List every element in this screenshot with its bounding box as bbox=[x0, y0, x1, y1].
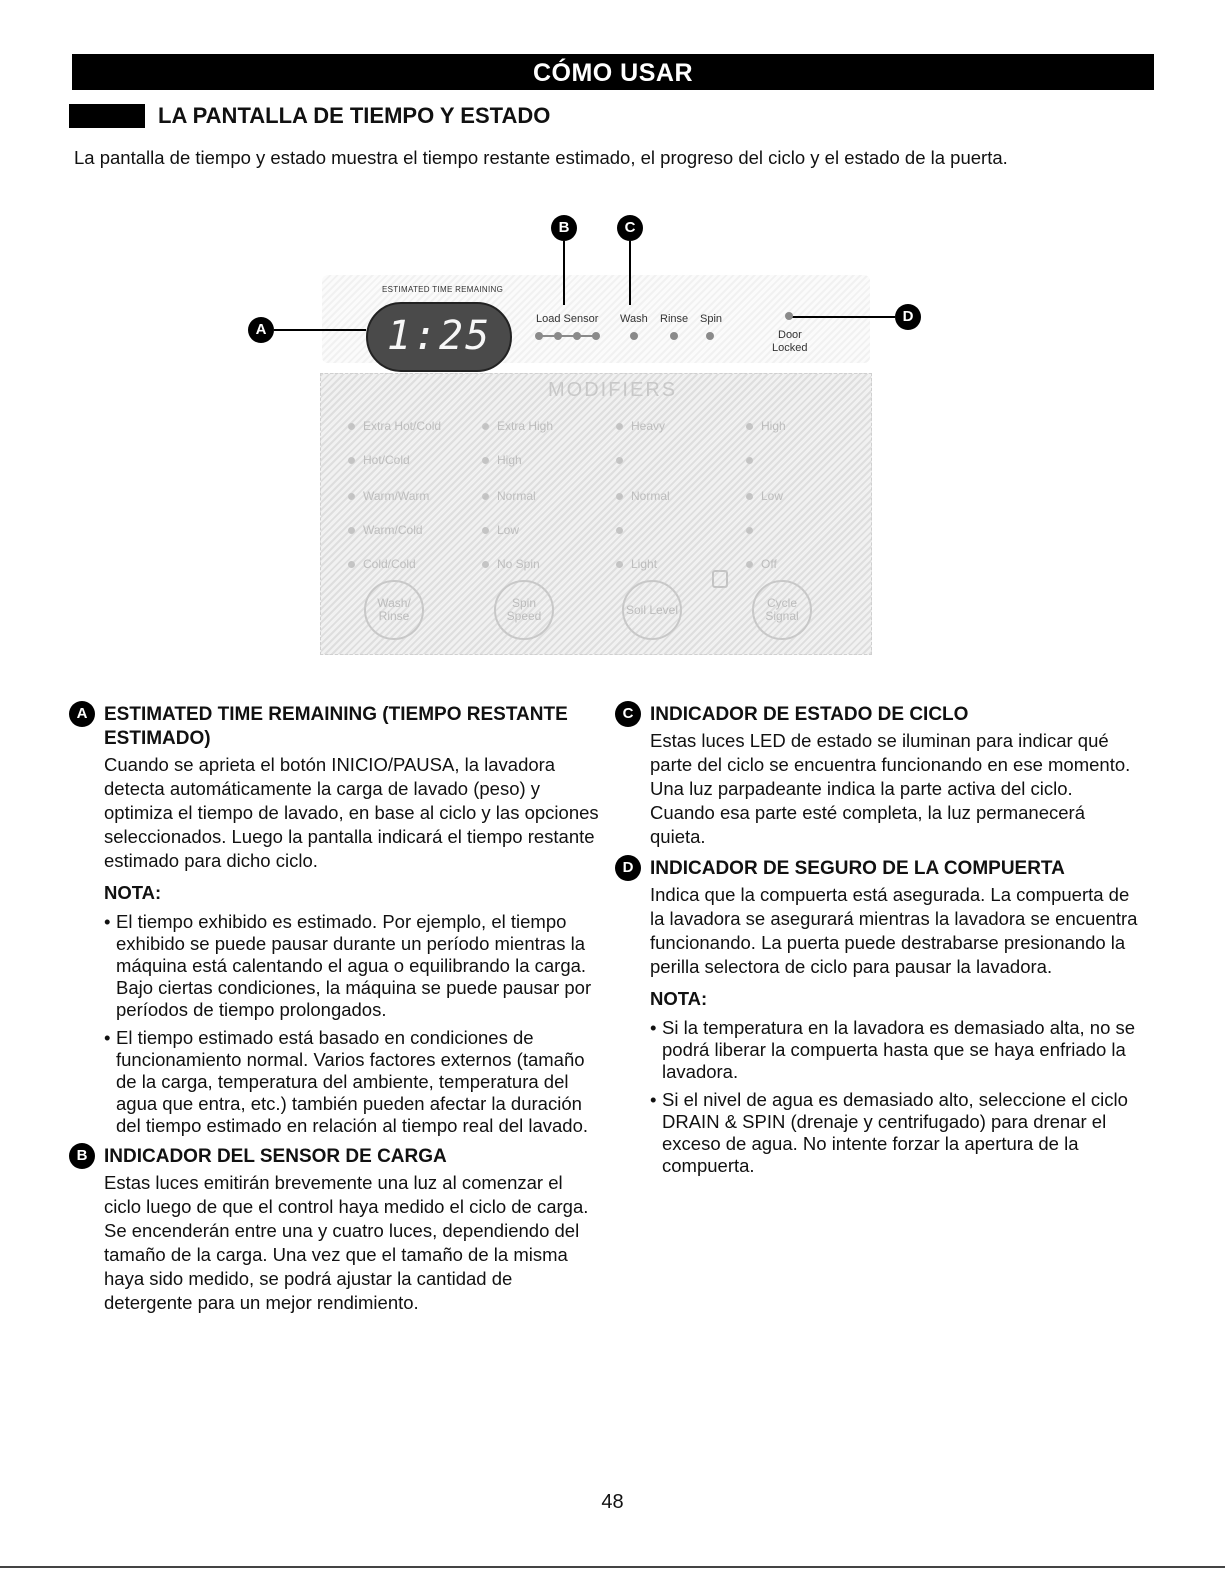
badge-a: A bbox=[69, 701, 95, 727]
callout-a: A bbox=[248, 317, 274, 343]
modifier-option: Warm/Cold bbox=[348, 523, 423, 537]
control-panel-figure bbox=[230, 205, 950, 665]
intro-text: La pantalla de tiempo y estado muestra el tiempo restante estimado, el progreso del ciclo y el estado de la puerta. bbox=[74, 147, 1008, 168]
time-display-digits: 1:25 bbox=[386, 313, 492, 359]
modifier-option: High bbox=[746, 419, 786, 433]
spin-led bbox=[706, 332, 714, 340]
rinse-label: Rinse bbox=[660, 313, 689, 325]
section-b bbox=[74, 1145, 604, 1315]
section-d-notes bbox=[650, 1017, 1140, 1177]
section-d bbox=[620, 857, 1140, 1177]
callout-c: C bbox=[617, 215, 643, 241]
page-banner: CÓMO USAR bbox=[72, 54, 1154, 90]
note-item: • El tiempo estimado está basado en condiciones de funcionamiento normal. Varios factores externos (tamaño de la carga, temperatura del ambiente, temperatura del agua que entra, etc.) también pueden afectar la duración del tiempo estimado en relación al tiempo real del lavado. bbox=[104, 1027, 604, 1137]
callout-b-line bbox=[563, 241, 565, 305]
modifier-option bbox=[746, 453, 761, 467]
section-a-body: Cuando se aprieta el botón INICIO/PAUSA, la lavadora detecta automáticamente la carga de lavado (peso) y optimiza el tiempo de lavado, en base al ciclo y las opciones seleccionados. Luego la pantalla indicará el tiempo restante estimado para dicho ciclo. bbox=[104, 754, 599, 871]
modifier-option: Heavy bbox=[616, 419, 665, 433]
section-c bbox=[620, 703, 1140, 849]
modifier-option: Low bbox=[746, 489, 783, 503]
right-column bbox=[620, 703, 1140, 1185]
wash-rinse-knob: Wash/ Rinse bbox=[364, 580, 424, 640]
modifier-option: Light bbox=[616, 557, 657, 571]
note-item: • Si el nivel de agua es demasiado alto, seleccione el ciclo DRAIN & SPIN (drenaje y centrifugado) para drenar el exceso de agua. No intente forzar la apertura de la compuerta. bbox=[650, 1089, 1140, 1177]
load-sensor-led-3 bbox=[573, 332, 581, 340]
badge-c: C bbox=[615, 701, 641, 727]
callout-d: D bbox=[895, 304, 921, 330]
door-locked-led bbox=[785, 312, 793, 320]
note-item: • Si la temperatura en la lavadora es demasiado alta, no se podrá liberar la compuerta hasta que se haya enfriado la lavadora. bbox=[650, 1017, 1140, 1083]
rinse-led bbox=[670, 332, 678, 340]
bottom-rule bbox=[0, 1566, 1225, 1568]
section-d-body: Indica que la compuerta está asegurada. La compuerta de la lavadora se asegurará mientras la lavadora se encuentra funcionando. La puerta puede destrabarse presionando la perilla selectora de ciclo para pausar la lavadora. bbox=[650, 884, 1138, 977]
callout-b: B bbox=[551, 215, 577, 241]
callout-d-line bbox=[790, 316, 895, 318]
section-marker bbox=[69, 104, 145, 128]
wash-label: Wash bbox=[620, 313, 648, 325]
modifier-option: Hot/Cold bbox=[348, 453, 410, 467]
section-a-title: ESTIMATED TIME REMAINING (TIEMPO RESTANTE ESTIMADO) bbox=[104, 704, 568, 749]
callout-a-line bbox=[274, 329, 366, 331]
time-display bbox=[366, 302, 512, 372]
section-d-nota: NOTA: bbox=[650, 988, 708, 1009]
soil-level-knob: Soil Level bbox=[622, 580, 682, 640]
page-number: 48 bbox=[601, 1491, 624, 1513]
door-label: Door bbox=[778, 329, 802, 341]
modifier-option bbox=[616, 453, 631, 467]
section-b-title: INDICADOR DEL SENSOR DE CARGA bbox=[104, 1146, 447, 1167]
modifier-option: No Spin bbox=[482, 557, 540, 571]
left-column bbox=[74, 703, 604, 1323]
spin-speed-knob: Spin Speed bbox=[494, 580, 554, 640]
modifiers-title: MODIFIERS bbox=[548, 379, 678, 401]
modifier-option: High bbox=[482, 453, 522, 467]
section-title: LA PANTALLA DE TIEMPO Y ESTADO bbox=[158, 103, 551, 128]
modifier-option: Off bbox=[746, 557, 777, 571]
cycle-signal-knob: Cycle Signal bbox=[752, 580, 812, 640]
load-sensor-label: Load Sensor bbox=[536, 313, 599, 325]
callout-c-line bbox=[629, 241, 631, 305]
modifier-option bbox=[746, 523, 761, 537]
wash-led bbox=[630, 332, 638, 340]
modifier-option: Cold/Cold bbox=[348, 557, 416, 571]
section-a-notes bbox=[104, 911, 604, 1137]
modifier-option: Normal bbox=[616, 489, 670, 503]
section-c-title: INDICADOR DE ESTADO DE CICLO bbox=[650, 704, 969, 725]
section-d-title: INDICADOR DE SEGURO DE LA COMPUERTA bbox=[650, 858, 1065, 879]
modifier-option: Extra High bbox=[482, 419, 553, 433]
load-sensor-led-2 bbox=[554, 332, 562, 340]
etr-label: ESTIMATED TIME REMAINING bbox=[382, 285, 504, 294]
section-a bbox=[74, 703, 604, 1137]
modifier-option: Normal bbox=[482, 489, 536, 503]
load-sensor-led-link bbox=[538, 335, 598, 337]
badge-d: D bbox=[615, 855, 641, 881]
modifier-option bbox=[616, 523, 631, 537]
spin-label: Spin bbox=[700, 313, 723, 325]
modifier-option: Extra Hot/Cold bbox=[348, 419, 441, 433]
section-c-body: Estas luces LED de estado se iluminan para indicar qué parte del ciclo se encuentra funcionando en ese momento. Una luz parpadeante indica la parte activa del ciclo. Cuando esa parte esté completa, la luz permanecerá quieta. bbox=[650, 730, 1131, 847]
modifier-option: Warm/Warm bbox=[348, 489, 429, 503]
lock-icon bbox=[712, 570, 728, 588]
section-b-body: Estas luces emitirán brevemente una luz al comenzar el ciclo luego de que el control haya medido el ciclo de carga. Se encenderán entre una y cuatro luces, dependiendo del tamaño de la carga. Una vez que el tamaño de la misma haya sido medido, se podrá ajustar la cantidad de detergente para un mejor rendimiento. bbox=[104, 1172, 589, 1313]
note-item: • El tiempo exhibido es estimado. Por ejemplo, el tiempo exhibido se puede pausar durante un período mientras la máquina está calentando el agua o equilibrando la carga. Bajo ciertas condiciones, la máquina se puede pausar por períodos de tiempo prolongados. bbox=[104, 911, 604, 1021]
badge-b: B bbox=[69, 1143, 95, 1169]
load-sensor-led-4 bbox=[592, 332, 600, 340]
locked-label: Locked bbox=[772, 342, 808, 354]
section-a-nota: NOTA: bbox=[104, 882, 162, 903]
modifier-option: Low bbox=[482, 523, 519, 537]
load-sensor-led-1 bbox=[535, 332, 543, 340]
